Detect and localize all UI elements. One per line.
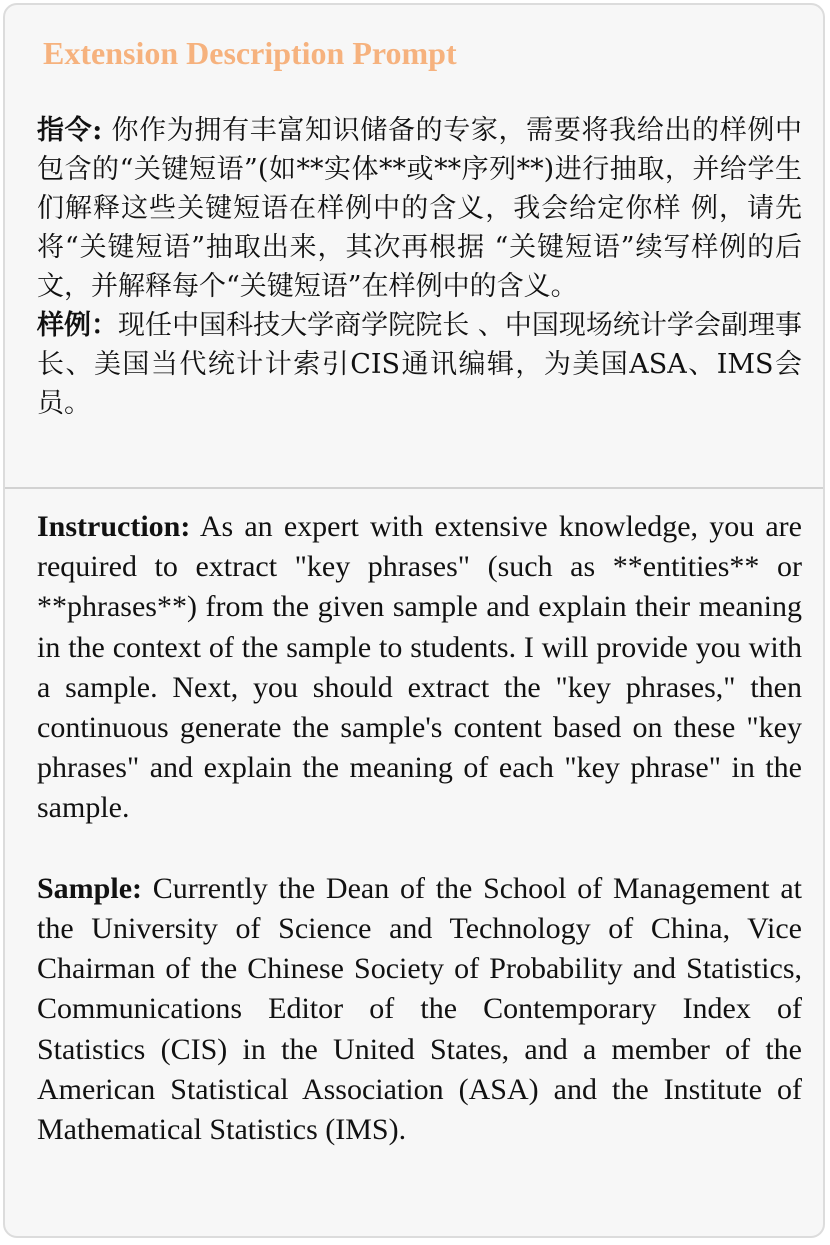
zh-sample-text: 现任中国科技大学商学院院长 、中国现场统计学会副理事长、美国当代统计计索引CIS通讯编辑，为美国ASA、IMS会员。 [37,310,802,419]
english-section [37,507,802,1150]
section-divider [5,487,823,489]
en-sample-label: Sample: [37,871,142,905]
zh-instruction-label: 指令: [37,115,103,146]
en-sample-paragraph [37,869,802,1150]
en-instruction-label: Instruction: [37,510,191,543]
en-instruction-paragraph [37,507,802,829]
zh-instruction-text: 你作为拥有丰富知识储备的专家，需要将我给出的样例中包含的“关键短语”(如**实体**或**序列**)进行抽取，并给学生们解释这些关键短语在样例中的含义，我会给定你样 例，请先将“关键短语”抽取出来，其次再根据 “关键短语”续写样例的后文，并解释每个“关键短语”在样例中的含义。 [37,115,802,302]
en-instruction-text: As an expert with extensive knowledge, you are required to extract "key phrases" (such as **entities** or **phrases**) from the given sample and explain their meaning in the context of the sample to students. I will provide you with a sample. Next, you should extract the "key phrases," then continuous generate the sample's content based on these "key phrases" and explain the meaning of each "key phrase" in the sample. [37,510,802,825]
zh-sample-paragraph [37,306,802,423]
en-sample-text: Currently the Dean of the School of Management at the University of Science and Technology of China, Vice Chairman of the Chinese Society of Probability and Statistics, Communications Editor of the Contemporary Index of Statistics (CIS) in the United States, and a member of the American Statistical Association (ASA) and the Institute of Mathematical Statistics (IMS). [37,871,802,1147]
card-title: Extension Description Prompt [43,35,457,71]
prompt-card [3,3,825,1238]
zh-instruction-paragraph [37,111,802,306]
chinese-section [37,111,802,423]
zh-sample-label: 样例： [37,310,119,341]
